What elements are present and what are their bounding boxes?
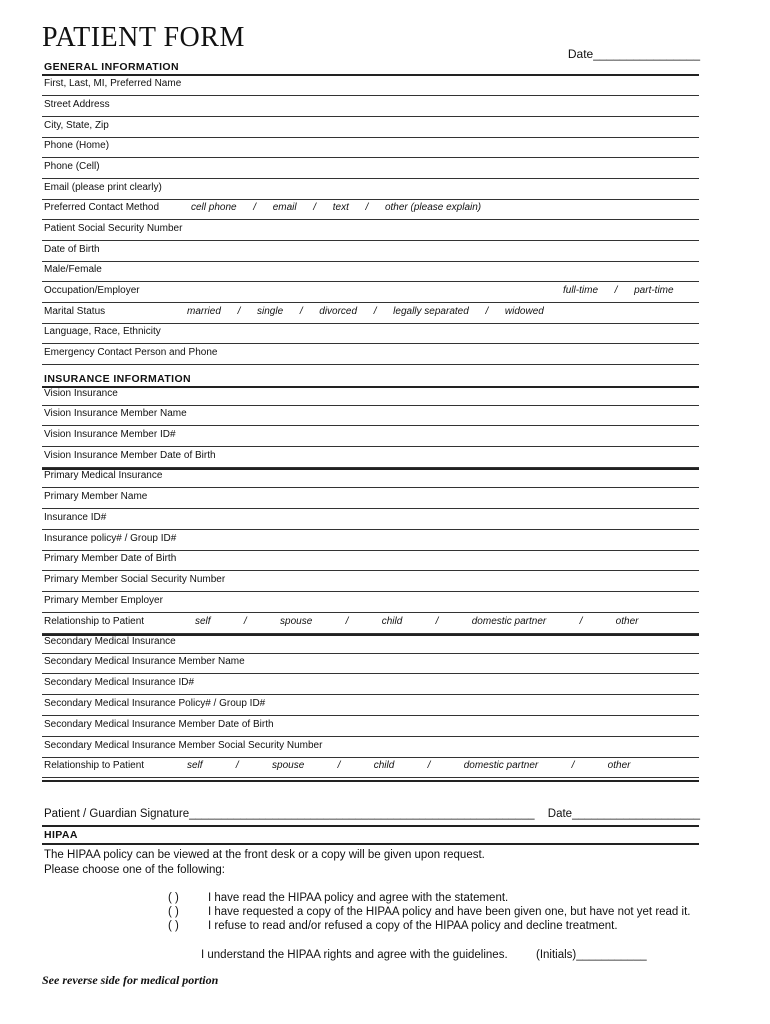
primary-field-row[interactable] [42, 550, 699, 571]
field-label: Male/Female [44, 264, 102, 275]
hipaa-choice-checkbox[interactable]: ( ) [168, 920, 179, 932]
vision-field-row[interactable] [42, 405, 699, 426]
hipaa-choice-checkbox[interactable]: ( ) [168, 906, 179, 918]
field-label: Emergency Contact Person and Phone [44, 347, 218, 358]
primary-field-row[interactable] [42, 613, 699, 634]
field-label: City, State, Zip [44, 120, 109, 131]
field-label: Primary Member Employer [44, 595, 163, 606]
hipaa-agree-text: I understand the HIPAA rights and agree with the guidelines. [201, 949, 508, 961]
general-field-row[interactable] [42, 282, 699, 303]
vision-field-row[interactable] [42, 426, 699, 447]
primary-field-row[interactable] [42, 467, 699, 488]
group-separator [42, 634, 699, 636]
field-label: Secondary Medical Insurance Member Date of Birth [44, 719, 274, 730]
general-field-row[interactable] [42, 137, 699, 158]
primary-field-row[interactable] [42, 571, 699, 592]
secondary-field-row[interactable] [42, 674, 699, 695]
hipaa-top-rule [42, 825, 699, 827]
contact-method-options[interactable]: cell phone / email / text / other (please explain) [191, 202, 482, 213]
employment-options[interactable]: full-time / part-time [563, 285, 674, 296]
vision-field-row[interactable] [42, 385, 699, 406]
field-label: Street Address [44, 99, 110, 110]
hipaa-choice-refuse: I refuse to read and/or refused a copy of the HIPAA policy and decline treatment. [208, 920, 618, 932]
date-field[interactable]: Date________________ [567, 47, 700, 61]
marital-status-options[interactable]: married / single / divorced / legally separated / widowed [187, 306, 544, 317]
field-label: Secondary Medical Insurance ID# [44, 677, 195, 688]
field-label: Phone (Home) [44, 140, 110, 151]
field-label: Email (please print clearly) [44, 182, 162, 193]
general-field-row[interactable] [42, 344, 699, 365]
hipaa-heading-rule [42, 843, 699, 845]
field-label: First, Last, MI, Preferred Name [44, 78, 182, 89]
general-field-row[interactable] [42, 158, 699, 179]
signature-date-field[interactable]: Date____________________ [547, 808, 700, 820]
field-label: Phone (Cell) [44, 161, 100, 172]
insurance-end-rule [42, 780, 699, 782]
secondary-field-row[interactable] [42, 737, 699, 758]
field-label: Relationship to Patient [44, 616, 145, 627]
hipaa-instruction-line: Please choose one of the following: [44, 864, 225, 876]
hipaa-heading: HIPAA [44, 829, 78, 841]
hipaa-choice-read: I have read the HIPAA policy and agree with the statement. [208, 892, 509, 904]
field-label: Primary Medical Insurance [44, 470, 163, 481]
secondary-field-row[interactable] [42, 695, 699, 716]
footer-note: See reverse side for medical portion [42, 973, 219, 987]
primary-field-row[interactable] [42, 592, 699, 613]
initials-field[interactable]: (Initials)___________ [536, 949, 647, 961]
field-label: Secondary Medical Insurance [44, 636, 176, 647]
field-label: Relationship to Patient [44, 760, 145, 771]
general-field-row[interactable] [42, 75, 699, 96]
field-label: Occupation/Employer [44, 285, 140, 296]
general-field-row[interactable] [42, 220, 699, 241]
signature-field[interactable]: Patient / Guardian Signature______________________________________________________ [44, 808, 535, 820]
secondary-field-row[interactable] [42, 716, 699, 737]
general-field-row[interactable] [42, 179, 699, 200]
field-label: Date of Birth [44, 244, 100, 255]
hipaa-choice-requested: I have requested a copy of the HIPAA policy and have been given one, but have not yet read it. [208, 906, 691, 918]
primary-relationship-options[interactable]: self / spouse / child / domestic partner / other [195, 616, 639, 627]
primary-field-row[interactable] [42, 530, 699, 551]
general-field-row[interactable] [42, 117, 699, 138]
general-field-row[interactable] [42, 261, 699, 282]
secondary-field-row[interactable] [42, 653, 699, 674]
general-field-row[interactable] [42, 241, 699, 262]
field-label: Insurance ID# [44, 512, 107, 523]
field-label: Secondary Medical Insurance Member Name [44, 656, 245, 667]
secondary-relationship-options[interactable]: self / spouse / child / domestic partner / other [187, 760, 631, 771]
field-label: Primary Member Social Security Number [44, 574, 226, 585]
field-label: Vision Insurance Member Date of Birth [44, 450, 216, 461]
hipaa-intro-line: The HIPAA policy can be viewed at the front desk or a copy will be given upon request. [44, 849, 485, 861]
general-field-row[interactable] [42, 303, 699, 324]
field-label: Patient Social Security Number [44, 223, 183, 234]
field-label: Primary Member Name [44, 491, 148, 502]
field-label: Primary Member Date of Birth [44, 553, 177, 564]
field-label: Marital Status [44, 306, 106, 317]
field-label: Vision Insurance Member Name [44, 408, 187, 419]
field-label: Vision Insurance Member ID# [44, 429, 176, 440]
vision-field-row[interactable] [42, 447, 699, 468]
secondary-field-row[interactable] [42, 633, 699, 654]
primary-field-row[interactable] [42, 509, 699, 530]
field-label: Language, Race, Ethnicity [44, 326, 161, 337]
field-label: Secondary Medical Insurance Member Social Security Number [44, 740, 323, 751]
hipaa-choice-checkbox[interactable]: ( ) [168, 892, 179, 904]
primary-field-row[interactable] [42, 488, 699, 509]
general-field-row[interactable] [42, 96, 699, 117]
group-separator [42, 468, 699, 470]
page-title: PATIENT FORM [42, 22, 245, 53]
field-label: Insurance policy# / Group ID# [44, 533, 177, 544]
field-label: Vision Insurance [44, 388, 118, 399]
insurance-heading: INSURANCE INFORMATION [44, 373, 192, 385]
general-field-row[interactable] [42, 199, 699, 220]
field-label: Secondary Medical Insurance Policy# / Group ID# [44, 698, 266, 709]
general-heading: GENERAL INFORMATION [44, 61, 179, 73]
general-field-row[interactable] [42, 323, 699, 344]
secondary-field-row[interactable] [42, 757, 699, 778]
field-label: Preferred Contact Method [44, 202, 160, 213]
